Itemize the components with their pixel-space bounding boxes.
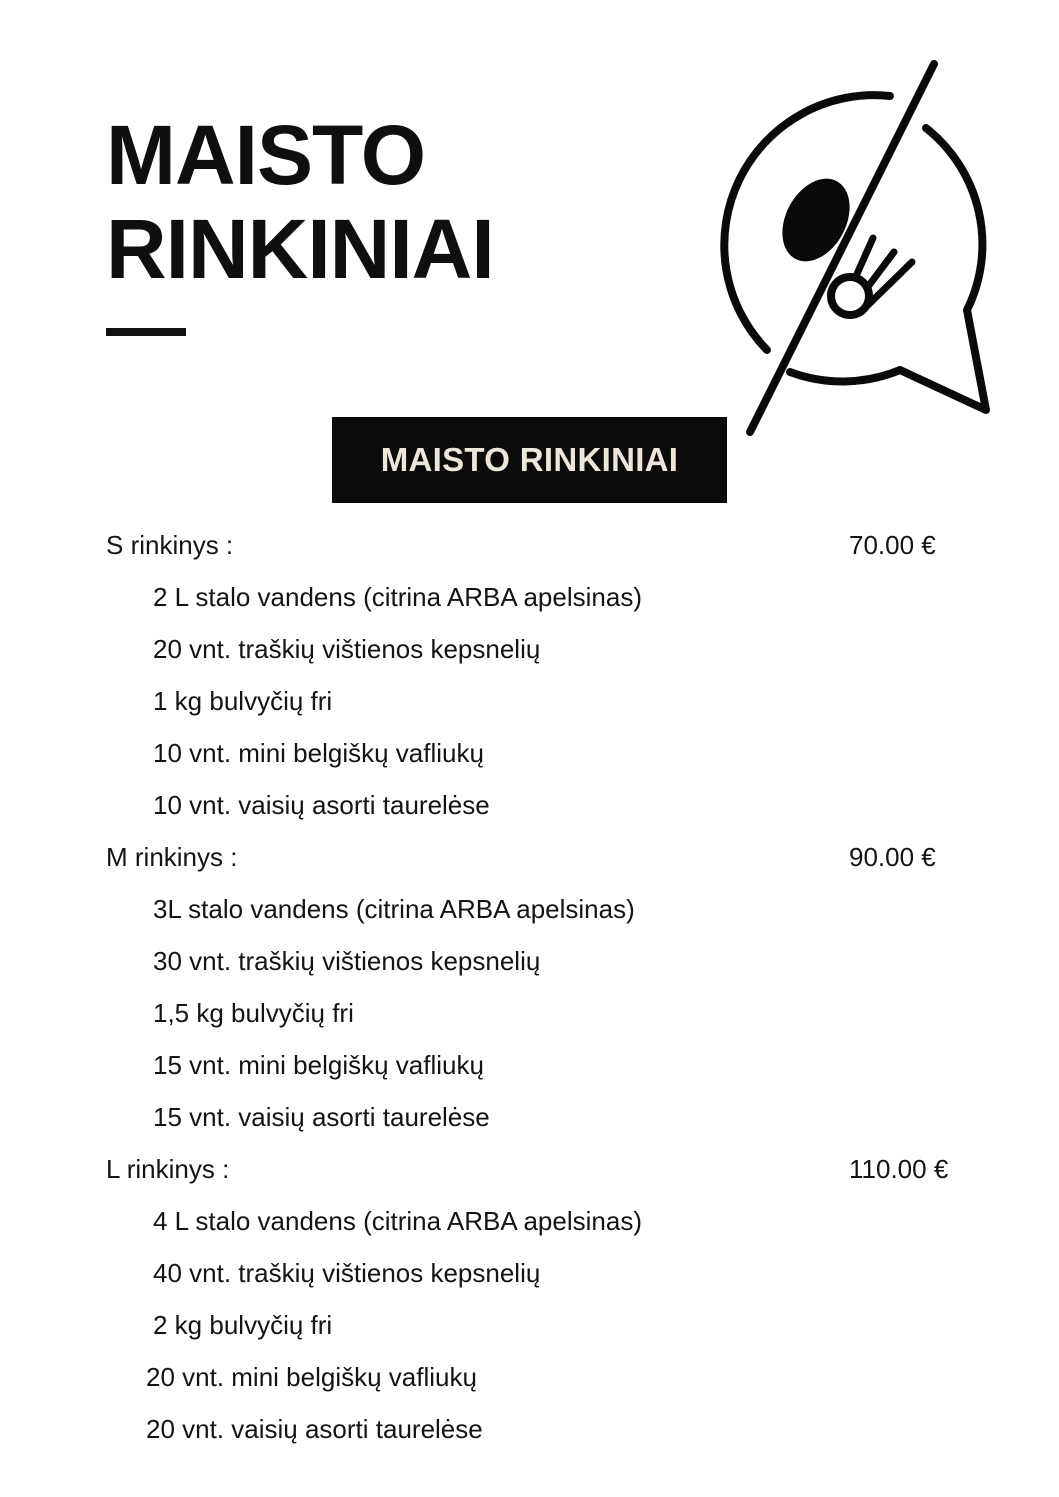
list-item: [0, 884, 1059, 936]
page-title-line-1: MAISTO: [106, 108, 426, 202]
title-underline: [106, 328, 186, 336]
set-item-text: 1 kg bulvyčių fri: [153, 686, 333, 716]
set-item-text: 40 vnt. traškių vištienos kepsnelių: [153, 1258, 541, 1288]
page-title-line-2: RINKINIAI: [106, 202, 494, 296]
section-banner: [332, 417, 727, 503]
set-name: M rinkinys :: [106, 842, 238, 872]
list-item: [0, 1196, 1059, 1248]
list-item: [0, 1092, 1059, 1144]
list-item: [0, 936, 1059, 988]
set-item-text: 20 vnt. traškių vištienos kepsnelių: [153, 634, 541, 664]
list-item: [0, 624, 1059, 676]
menu-list: [0, 520, 1059, 1456]
list-item: [0, 1352, 1059, 1404]
set-item-text: 3L stalo vandens (citrina ARBA apelsinas): [153, 894, 635, 924]
list-item: [0, 572, 1059, 624]
set-header: [0, 1144, 1059, 1196]
list-item: [0, 1248, 1059, 1300]
list-item: [0, 780, 1059, 832]
set-item-text: 10 vnt. mini belgiškų vafliukų: [153, 738, 484, 768]
speech-bubble-spoon-fork-icon: [700, 56, 1000, 442]
set-item-text: 10 vnt. vaisių asorti taurelėse: [153, 790, 490, 820]
set-item-text: 15 vnt. mini belgiškų vafliukų: [153, 1050, 484, 1080]
set-item-text: 20 vnt. vaisių asorti taurelėse: [146, 1414, 483, 1444]
page-title: [106, 108, 494, 296]
list-item: [0, 1404, 1059, 1456]
set-price: 70.00 €: [849, 530, 936, 560]
set-name: S rinkinys :: [106, 530, 234, 560]
set-item-text: 2 L stalo vandens (citrina ARBA apelsinas): [153, 582, 642, 612]
list-item: [0, 728, 1059, 780]
set-item-text: 1,5 kg bulvyčių fri: [153, 998, 354, 1028]
list-item: [0, 676, 1059, 728]
list-item: [0, 1300, 1059, 1352]
list-item: [0, 988, 1059, 1040]
set-name: L rinkinys :: [106, 1154, 230, 1184]
set-price: 110.00 €: [849, 1154, 949, 1184]
set-item-text: 15 vnt. vaisių asorti taurelėse: [153, 1102, 490, 1132]
set-header: [0, 520, 1059, 572]
set-item-text: 30 vnt. traškių vištienos kepsnelių: [153, 946, 541, 976]
set-item-text: 4 L stalo vandens (citrina ARBA apelsinas): [153, 1206, 642, 1236]
list-item: [0, 1040, 1059, 1092]
set-header: [0, 832, 1059, 884]
set-price: 90.00 €: [849, 842, 936, 872]
section-banner-label: MAISTO RINKINIAI: [380, 441, 679, 478]
set-item-text: 20 vnt. mini belgiškų vafliukų: [146, 1362, 477, 1392]
set-item-text: 2 kg bulvyčių fri: [153, 1310, 333, 1340]
